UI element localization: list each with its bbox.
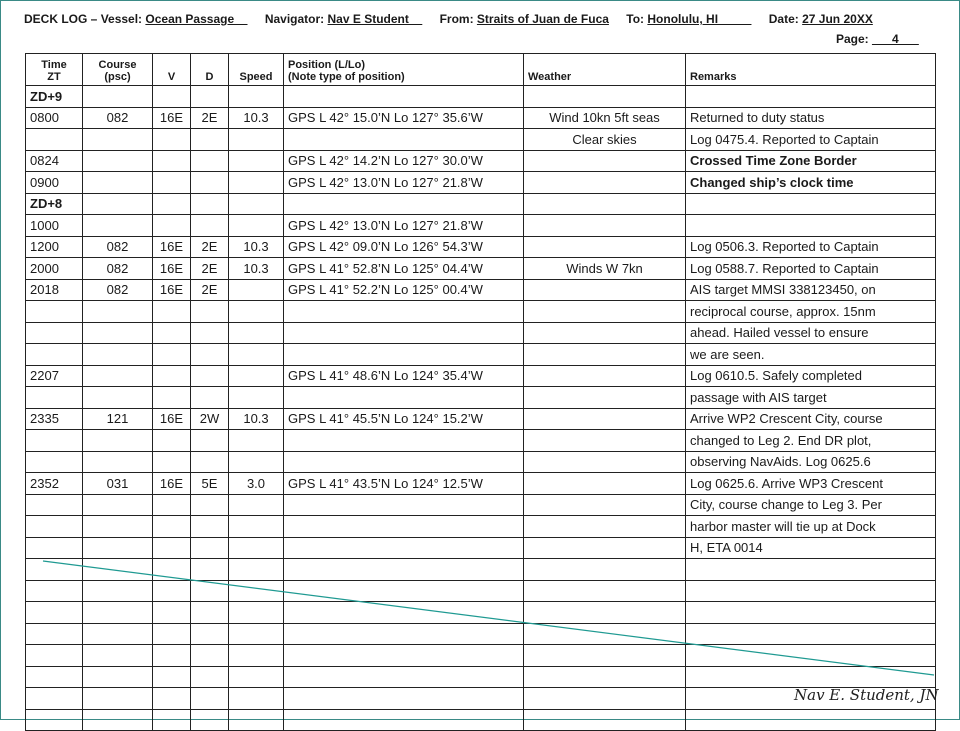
cell-position: GPS L 41° 52.8’N Lo 125° 04.4’W [284, 258, 524, 280]
cell-remarks: Returned to duty status [686, 107, 936, 129]
cell-time: ZD+9 [26, 86, 83, 108]
cell-d: 2E [191, 258, 229, 280]
cell-speed: 10.3 [229, 107, 284, 129]
cell-course: 082 [83, 258, 153, 280]
cell-remarks: H, ETA 0014 [686, 537, 936, 559]
date-label: Date: [768, 12, 799, 26]
cell-course: 082 [83, 107, 153, 129]
col-weather: Weather [524, 54, 686, 86]
cell-position: GPS L 41° 45.5’N Lo 124° 15.2’W [284, 408, 524, 430]
cell-remarks: Log 0588.7. Reported to Captain [686, 258, 936, 280]
cell-d: 2E [191, 236, 229, 258]
cell-d: 5E [191, 473, 229, 495]
cell-time: 2352 [26, 473, 83, 495]
to-value: Honolulu, HI_____ [647, 12, 752, 26]
cell-v: 16E [153, 473, 191, 495]
cell-remarks: AIS target MMSI 338123450, on [686, 279, 936, 301]
cell-position: GPS L 41° 48.6’N Lo 124° 35.4’W [284, 365, 524, 387]
cell-course: 121 [83, 408, 153, 430]
cell-time: 2335 [26, 408, 83, 430]
cell-remarks: we are seen. [686, 344, 936, 366]
cell-time: ZD+8 [26, 193, 83, 215]
cell-position: GPS L 41° 52.2’N Lo 125° 00.4’W [284, 279, 524, 301]
log-title: DECK LOG – [24, 12, 101, 26]
cell-v: 16E [153, 408, 191, 430]
cell-position: GPS L 42° 09.0’N Lo 126° 54.3’W [284, 236, 524, 258]
cell-weather: Winds W 7kn [524, 258, 686, 280]
col-course: Course (psc) [83, 54, 153, 86]
cell-course: 031 [83, 473, 153, 495]
cell-course: 082 [83, 279, 153, 301]
cell-remarks: observing NavAids. Log 0625.6 [686, 451, 936, 473]
col-position: Position (L/Lo) (Note type of position) [284, 54, 524, 86]
cell-d: 2E [191, 107, 229, 129]
cell-remarks: passage with AIS target [686, 387, 936, 409]
page-label: Page: [836, 32, 869, 46]
col-v: V [153, 54, 191, 86]
cell-v: 16E [153, 107, 191, 129]
cell-time: 2207 [26, 365, 83, 387]
cell-time: 0900 [26, 172, 83, 194]
col-d: D [191, 54, 229, 86]
cell-speed: 10.3 [229, 408, 284, 430]
cell-weather: Wind 10kn 5ft seas [524, 107, 686, 129]
page-value: ___4___ [872, 32, 919, 46]
cell-remarks: Log 0610.5. Safely completed [686, 365, 936, 387]
cell-remarks: Log 0625.6. Arrive WP3 Crescent [686, 473, 936, 495]
cell-position: GPS L 42° 15.0’N Lo 127° 35.6’W [284, 107, 524, 129]
from-value: Straits of Juan de Fuca [476, 12, 609, 26]
navigator-signature: Nav E. Student, JN [794, 686, 939, 704]
cell-v: 16E [153, 236, 191, 258]
cell-remarks: reciprocal course, approx. 15nm [686, 301, 936, 323]
cell-remarks: Log 0506.3. Reported to Captain [686, 236, 936, 258]
cell-weather: Clear skies [524, 129, 686, 151]
cell-d: 2E [191, 279, 229, 301]
date-value: 27 Jun 20XX [802, 12, 873, 26]
cell-remarks: Changed ship’s clock time [686, 172, 936, 194]
cell-time: 1000 [26, 215, 83, 237]
cell-d: 2W [191, 408, 229, 430]
cell-remarks: ahead. Hailed vessel to ensure [686, 322, 936, 344]
from-label: From: [439, 12, 474, 26]
cell-remarks: harbor master will tie up at Dock [686, 516, 936, 538]
cell-speed: 3.0 [229, 473, 284, 495]
col-remarks: Remarks [686, 54, 936, 86]
cell-speed: 10.3 [229, 236, 284, 258]
cell-position: GPS L 42° 13.0’N Lo 127° 21.8’W [284, 172, 524, 194]
cell-position: GPS L 41° 43.5’N Lo 124° 12.5’W [284, 473, 524, 495]
navigator-value: Nav E Student__ [327, 12, 423, 26]
cell-time: 2018 [26, 279, 83, 301]
to-label: To: [626, 12, 645, 26]
cell-remarks: Arrive WP2 Crescent City, course [686, 408, 936, 430]
cell-v: 16E [153, 258, 191, 280]
cell-position: GPS L 42° 14.2’N Lo 127° 30.0’W [284, 150, 524, 172]
cell-course: 082 [83, 236, 153, 258]
cell-remarks: changed to Leg 2. End DR plot, [686, 430, 936, 452]
cell-position: GPS L 42° 13.0’N Lo 127° 21.8’W [284, 215, 524, 237]
cell-time: 0800 [26, 107, 83, 129]
navigator-label: Navigator: [264, 12, 325, 26]
col-time: Time ZT [26, 54, 83, 86]
cell-speed: 10.3 [229, 258, 284, 280]
vessel-value: Ocean Passage__ [145, 12, 248, 26]
cell-remarks: Crossed Time Zone Border [686, 150, 936, 172]
cell-time: 2000 [26, 258, 83, 280]
vessel-label: Vessel: [100, 12, 143, 26]
col-speed: Speed [229, 54, 284, 86]
cell-time: 0824 [26, 150, 83, 172]
cell-remarks: City, course change to Leg 3. Per [686, 494, 936, 516]
cell-time: 1200 [26, 236, 83, 258]
cell-v: 16E [153, 279, 191, 301]
cell-remarks: Log 0475.4. Reported to Captain [686, 129, 936, 151]
